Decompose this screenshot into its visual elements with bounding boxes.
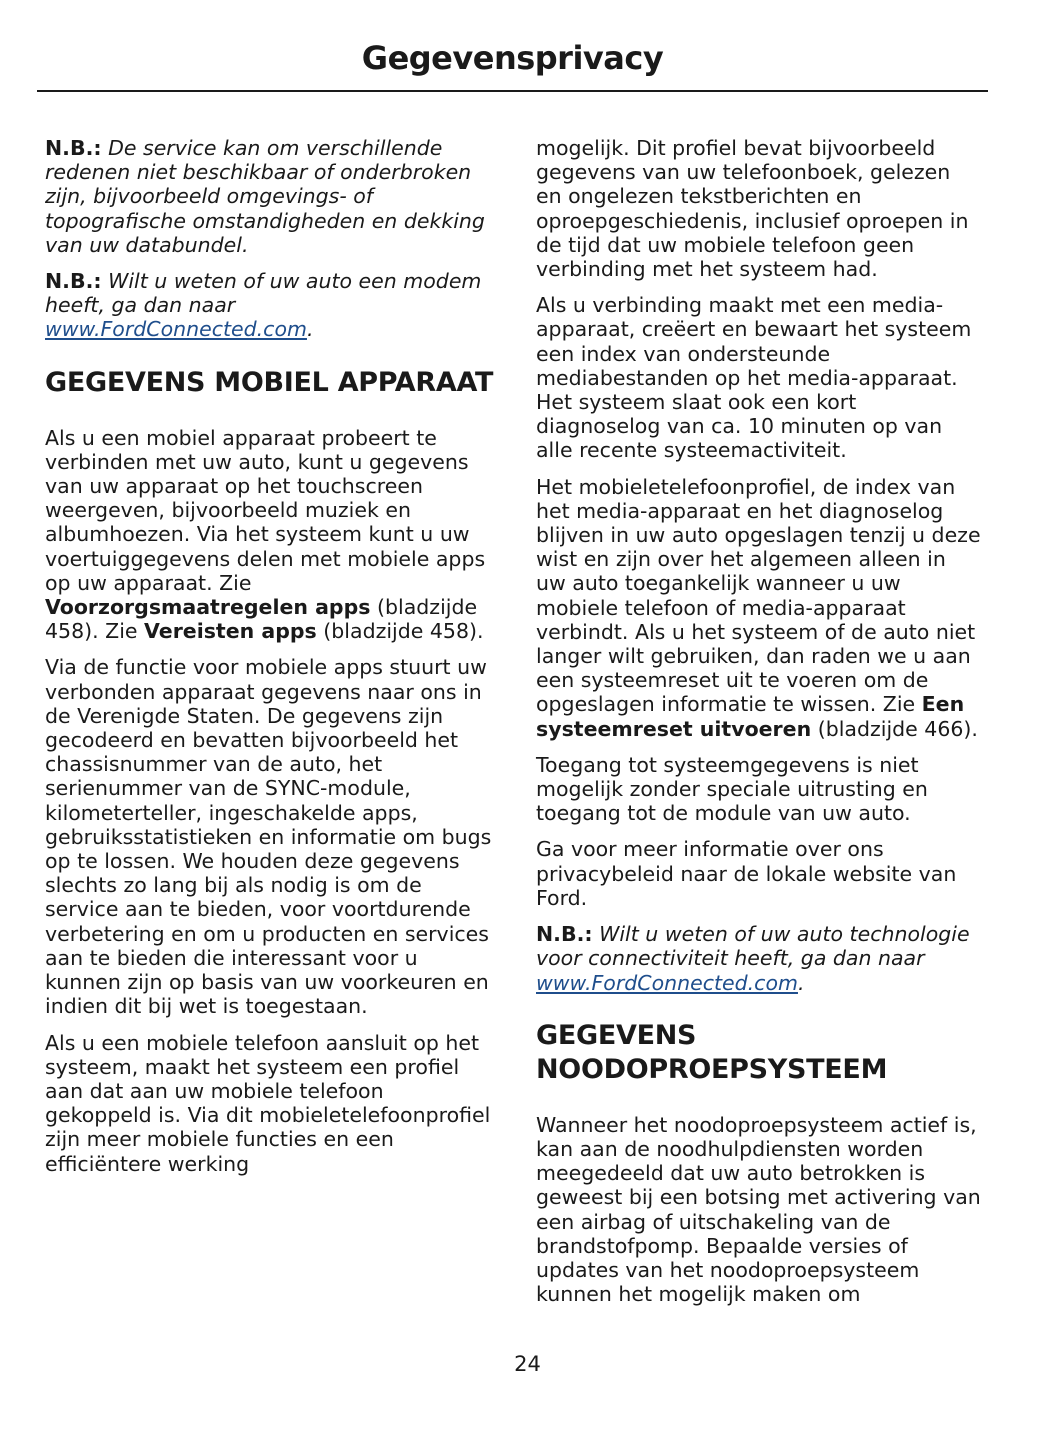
- paragraph-text: Het mobieletelefoonprofiel, de index van het media-apparaat en het diagnoselog blijven in uw auto opgeslagen tenzij u deze wist en zijn over het algemeen alleen in uw auto toegankelijk wanneer u uw mobiele telefoon of media-apparaat verbindt. Als u het systeem of de auto niet langer wilt gebruiken, dan raden we u aan een systeemreset uit te voeren om de opgeslagen informatie te wissen. Zie: [536, 474, 981, 717]
- paragraph-emergency-call: Wanneer het noodoproepsysteem actief is, kan aan de noodhulpdiensten worden meegedeeld dat uw auto betrokken is geweest bij een botsing met activering van een airbag of uitschakeling van de brandstofpomp. Bepaalde versies of updates van het noodoproepsysteem kunnen het mogelijk maken om: [536, 1112, 981, 1307]
- paragraph-data-storage: [536, 475, 981, 741]
- xref-page: (bladzijde 458).: [323, 619, 484, 644]
- note-text: De service kan om verschillende redenen niet beschikbaar of onderbroken zijn, bijvoorbeeld omgevings- of topografische omstandigheden en dekking van uw databundel.: [45, 136, 485, 257]
- xref-app-precautions[interactable]: Voorzorgsmaatregelen apps: [45, 595, 371, 620]
- note-service: [45, 136, 495, 257]
- fordconnected-link[interactable]: www.FordConnected.com: [45, 317, 307, 342]
- right-column: [536, 136, 981, 1318]
- paragraph-profile-contents: mogelijk. Dit profiel bevat bijvoorbeeld gegevens van uw telefoonboek, gelezen en ongelezen tekstberichten en oproepgeschiedenis, inclusief oproepen in de tijd dat uw mobiele telefoon geen verbinding met het systeem had.: [536, 136, 969, 282]
- note-connectivity: [536, 922, 981, 995]
- note-label: N.B.:: [536, 922, 593, 947]
- fordconnected-link[interactable]: www.FordConnected.com: [536, 970, 798, 995]
- section-heading-mobile-device: GEGEVENS MOBIEL APPARAAT: [45, 366, 494, 398]
- note-label: N.B.:: [45, 269, 102, 294]
- paragraph-data-access: Toegang tot systeemgegevens is niet mogelijk zonder speciale uitrusting en toegang tot de module van uw auto.: [536, 752, 928, 826]
- note-label: N.B.:: [45, 136, 102, 160]
- section-heading-emergency-call: GEGEVENS NOODOPROEPSYSTEEM: [536, 1019, 888, 1085]
- note-text: Wilt u weten of uw auto technologie voor connectiviteit heeft, ga dan naar: [536, 922, 970, 971]
- xref-page: (bladzijde 458). Zie: [45, 595, 478, 644]
- xref-system-reset[interactable]: Een systeemreset uitvoeren: [536, 692, 965, 741]
- paragraph-media-index: Als u verbinding maakt met een media-apparaat, creëert en bewaart het systeem een index van ondersteunde mediabestanden op het media-apparaat. Het systeem slaat ook een kort diagnoselog van ca. 10 minuten op van alle recente systeemactiviteit.: [536, 293, 972, 463]
- xref-app-requirements[interactable]: Vereisten apps: [144, 619, 317, 644]
- note-text: Wilt u weten of uw auto een modem heeft, ga dan naar: [45, 269, 482, 318]
- note-after: .: [797, 970, 805, 995]
- paragraph-app-data: Via de functie voor mobiele apps stuurt uw verbonden apparaat gegevens naar ons in de Verenigde Staten. De gegevens zijn gecodeerd en bevatten bijvoorbeeld het chassisnummer van de auto, het serienummer van de SYNC-module, kilometerteller, ingeschakelde apps, gebruiksstatistieken en informatie om bugs op te lossen. We houden deze gegevens slechts zo lang bij als nodig is om de service aan te bieden, voor voortdurende verbetering en om u producten en services aan te bieden die interessant voor u kunnen zijn op basis van uw voorkeuren en indien dit bij wet is toegestaan.: [45, 655, 492, 1019]
- left-column: [45, 136, 495, 1188]
- page-title: Gegevensprivacy: [361, 39, 664, 77]
- paragraph-phone-profile: Als u een mobiele telefoon aansluit op het systeem, maakt het systeem een profiel aan dat aan uw mobiele telefoon gekoppeld is. Via dit mobieletelefoonprofiel zijn meer mobiele functies en een efficiëntere werking: [45, 1030, 491, 1176]
- note-modem: [45, 269, 495, 342]
- note-after: .: [306, 317, 314, 342]
- paragraph-mobile-device-intro: [45, 426, 495, 644]
- paragraph-privacy-policy: Ga voor meer informatie over ons privacybeleid naar de lokale website van Ford.: [536, 837, 957, 910]
- page-header: [37, 36, 988, 92]
- paragraph-text: Als u een mobiel apparaat probeert te verbinden met uw auto, kunt u gegevens van uw apparaat op het touchscreen weergeven, bijvoorbeeld muziek en albumhoezen. Via het systeem kunt u uw voertuiggegevens delen met mobiele apps op uw apparaat. Zie: [45, 425, 486, 595]
- page-number: 24: [514, 1352, 541, 1376]
- xref-page: (bladzijde 466).: [817, 716, 978, 741]
